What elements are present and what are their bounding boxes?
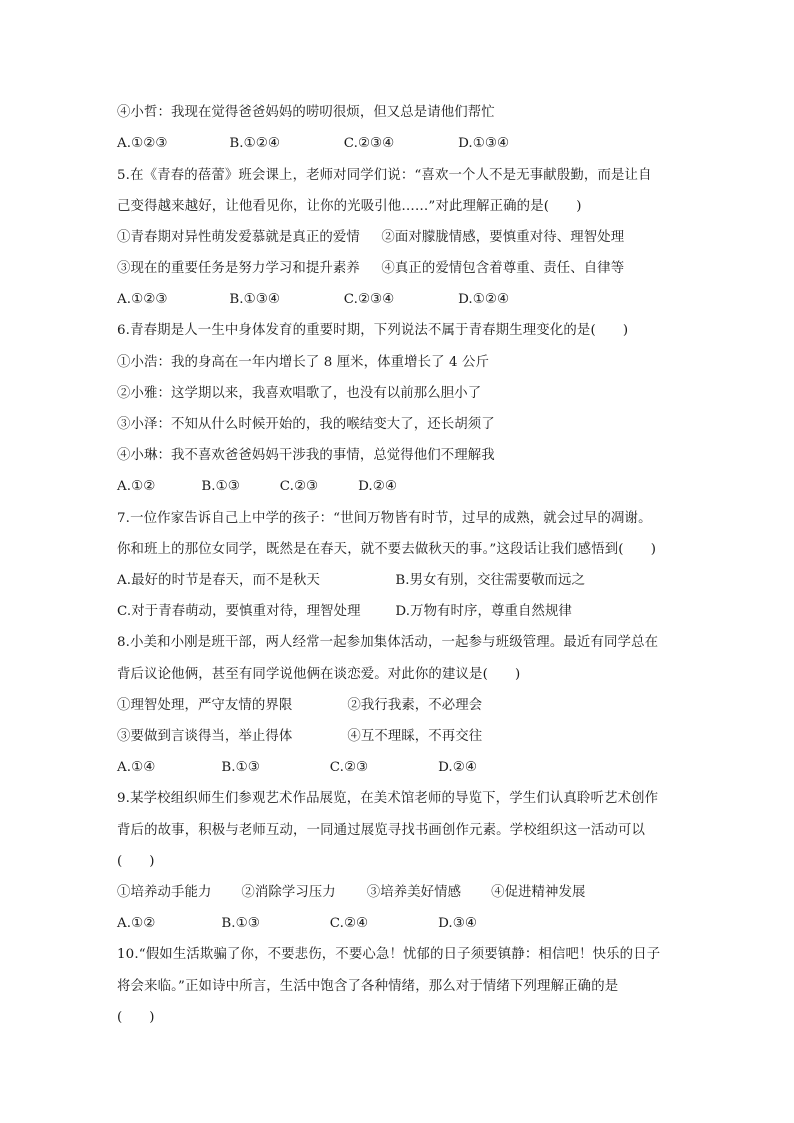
q8-option-1: ①理智处理，严守友情的界限 <box>117 698 293 713</box>
q9-option-1: ①培养动手能力 <box>117 885 212 900</box>
q8-stem-line-1: 8.小美和小刚是班干部，两人经常一起参加集体活动，一起参与班级管理。最近有同学总在 <box>117 635 659 650</box>
q7-options-row-2 <box>117 603 572 621</box>
q5-options-row-2 <box>117 260 624 278</box>
q10-stem-line-2: 将会来临。”正如诗中所言，生活中饱含了各种情绪，那么对于情绪下列理解正确的是 <box>117 979 619 994</box>
q8-stem-line-2: 背后议论他俩，甚至有同学说他俩在谈恋爱。对此你的建议是( ) <box>117 667 521 682</box>
q10-stem-line-1: 10.“假如生活欺骗了你，不要悲伤，不要心急！忧郁的日子须要镇静：相信吧！快乐的日子 <box>117 947 661 962</box>
q8-option-3: ③要做到言谈得当，举止得体 <box>117 729 293 744</box>
q5-options-row-1 <box>117 229 624 247</box>
q9-answer-d: D.③④ <box>438 916 478 931</box>
q9-option-2: ②消除学习压力 <box>241 885 336 900</box>
q9-stem-paren: ( ) <box>117 854 155 869</box>
q4-answer-c: C.②③④ <box>343 136 395 151</box>
q6-option-2: ②小雅：这学期以来，我喜欢唱歌了，也没有以前那么胆小了 <box>117 386 482 401</box>
q8-answer-a: A.①④ <box>117 760 156 775</box>
q9-options <box>117 884 586 902</box>
q8-answer-c: C.②③ <box>329 760 369 775</box>
q9-answers <box>117 915 477 933</box>
q8-answers <box>117 759 477 777</box>
q9-option-3: ③培养美好情感 <box>366 885 462 900</box>
q6-option-4: ④小琳：我不喜欢爸爸妈妈干涉我的事情，总觉得他们不理解我 <box>117 448 495 463</box>
q8-options-row-2 <box>117 728 482 746</box>
q8-option-2: ②我行我素，不必理会 <box>347 698 483 713</box>
q7-stem-line-2: 你和班上的那位女同学，既然是在春天，就不要去做秋天的事。”这段话让我们感悟到( ) <box>117 542 657 557</box>
q9-stem-line-1: 9.某学校组织师生们参观艺术作品展览，在美术馆老师的导览下，学生们认真聆听艺术创作 <box>117 791 659 806</box>
q7-answer-c: C.对于青春萌动，要慎重对待，理智处理 <box>117 604 361 619</box>
q7-answer-b: B.男女有别，交往需要敬而远之 <box>395 573 586 588</box>
q9-stem-line-2: 背后的故事，积极与老师互动，一同通过展览寻找书画创作元素。学校组织这一活动可以 <box>117 823 646 838</box>
q5-stem-line-1: 5.在《青春的蓓蕾》班会课上，老师对同学们说：“喜欢一个人不是无事献殷勤，而是让自 <box>117 168 652 183</box>
q5-option-2: ②面对朦胧情感，要慎重对待、理智处理 <box>381 230 625 245</box>
q6-stem: 6.青春期是人一生中身体发育的重要时期，下列说法不属于青春期生理变化的是( ) <box>117 323 629 338</box>
q5-answer-d: D.①②④ <box>458 292 510 307</box>
q7-answer-a: A.最好的时节是春天，而不是秋天 <box>117 573 320 588</box>
q4-answer-d: D.①③④ <box>458 136 510 151</box>
q9-answer-c: C.②④ <box>329 916 369 931</box>
q6-answer-c: C.②③ <box>279 479 319 494</box>
q10-stem-paren: ( ) <box>117 1010 155 1025</box>
q4-answer-b: B.①②④ <box>229 136 280 151</box>
q7-stem-line-1: 7.一位作家告诉自己上中学的孩子：“世间万物皆有时节，过早的成熟，就会过早的凋谢。 <box>117 511 652 526</box>
q6-option-1: ①小浩：我的身高在一年内增长了 8 厘米，体重增长了 4 公斤 <box>117 355 489 370</box>
q5-option-3: ③现在的重要任务是努力学习和提升素养 <box>117 261 360 276</box>
q6-answers <box>117 478 397 496</box>
q8-options-row-1 <box>117 697 482 715</box>
q8-answer-b: B.①③ <box>221 760 260 775</box>
q6-answer-a: A.①② <box>117 479 156 494</box>
q7-answer-d: D.万物有时序，尊重自然规律 <box>395 604 572 619</box>
q6-answer-b: B.①③ <box>201 479 240 494</box>
q5-option-4: ④真正的爱情包含着尊重、责任、自律等 <box>381 261 625 276</box>
q6-option-3: ③小泽：不知从什么时候开始的，我的喉结变大了，还长胡须了 <box>117 417 495 432</box>
q8-answer-d: D.②④ <box>438 760 478 775</box>
q9-answer-a: A.①② <box>117 916 156 931</box>
q5-answer-b: B.①③④ <box>229 292 280 307</box>
q4-answer-a: A.①②③ <box>117 136 168 151</box>
q9-answer-b: B.①③ <box>221 916 260 931</box>
q9-option-4: ④促进精神发展 <box>491 885 586 900</box>
q5-answers <box>117 291 509 309</box>
q5-stem-line-2: 己变得越来越好，让他看见你，让你的光吸引他……”对此理解正确的是( ) <box>117 199 582 214</box>
q5-option-1: ①青春期对异性萌发爱慕就是真正的爱情 <box>117 230 360 245</box>
q5-answer-a: A.①②③ <box>117 292 168 307</box>
q4-answers <box>117 135 509 153</box>
q4-option-4: ④小哲：我现在觉得爸爸妈妈的唠叨很烦，但又总是请他们帮忙 <box>117 105 495 120</box>
q5-answer-c: C.②③④ <box>343 292 395 307</box>
q8-option-4: ④互不理睬，不再交往 <box>347 729 483 744</box>
q6-answer-d: D.②④ <box>358 479 398 494</box>
q7-options-row-1 <box>117 572 585 590</box>
